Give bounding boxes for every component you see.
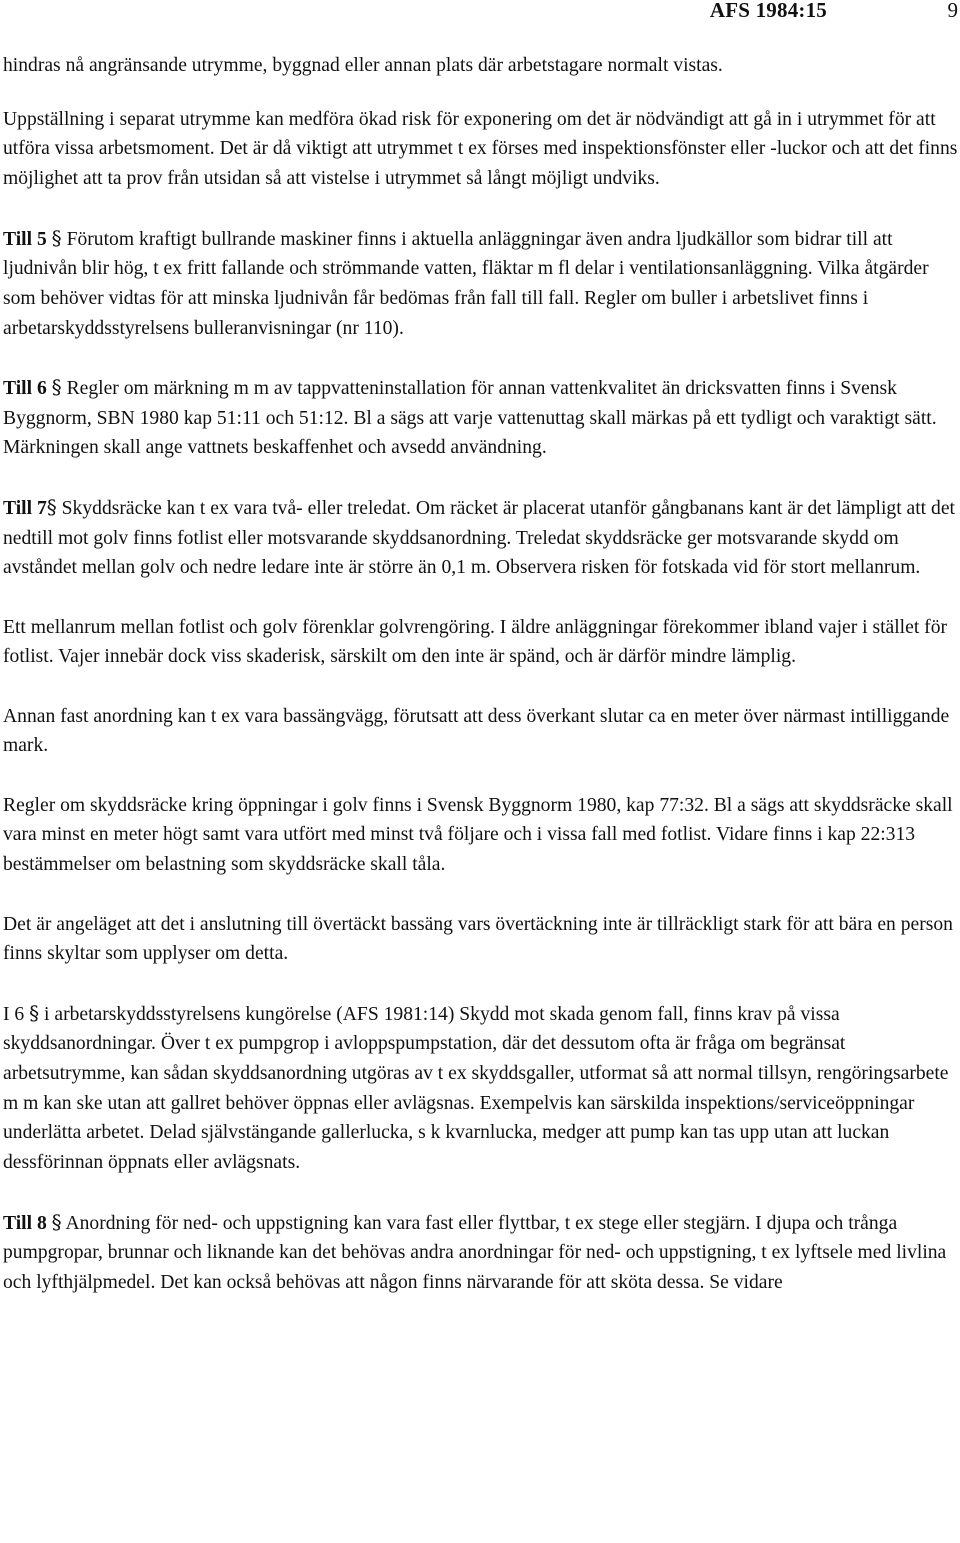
paragraph-text: Förutom kraftigt bullrande maskiner finns i aktuella anläggningar även andra ljudkällor som bidrar till att ljudnivån blir hög, t ex fritt fallande och strömmande vatten, fläktar m fl delar i ventilationsanläggning. Vilka åtgärder som behöver vidtas för att minska ljudnivån får bedömas från fall till fall. Regler om buller i arbetslivet finns i arbetarskyddsstyrelsens bulleranvisningar (nr 110). — [3, 228, 929, 339]
paragraph-text: Regler om skyddsräcke kring öppningar i golv finns i Svensk Byggnorm 1980, kap 77:32. Bl a sägs att skyddsräcke skall vara minst en meter högt samt vara utfört med minst två följare och i vissa fall med fotlist. Vidare finns i kap 22:313 bestämmelser om belastning som skyddsräcke skall tåla. — [3, 794, 953, 876]
section-reference: Till 5 — [3, 228, 47, 250]
section-sign: § — [51, 375, 62, 399]
page-header — [0, 0, 960, 24]
paragraph-text: hindras nå angränsande utrymme, byggnad eller annan plats där arbetstagare normalt vistas. — [3, 55, 723, 76]
paragraph-till-6 — [3, 373, 958, 463]
paragraph — [3, 702, 958, 761]
paragraph-text: i arbetarskyddsstyrelsens kungörelse (AFS 1981:14) Skydd mot skada genom fall, finns krav på vissa skyddsanordningar. Över t ex pumpgrop i avloppspumpstation, där det dessutom ofta är fråga om begränsat arbetsutrymme, kan sådan skyddsanordning utgöras av t ex skyddsgaller, utformat så att normal tillsyn, rengöringsarbete m m kan ske utan att gallret behöver öppnas eller avlägsnas. Exempelvis kan särskilda inspektions/serviceöppningar underlätta arbetet. Delad självstängande gallerlucka, s k kvarnlucka, medger att pump kan tas upp utan att luckan dessförinnan öppnats eller avlägsnats. — [3, 1003, 949, 1174]
paragraph-till-8 — [3, 1208, 958, 1298]
paragraph-till-7 — [3, 493, 958, 583]
paragraph-text: Det är angeläget att det i anslutning till övertäckt bassäng vars övertäckning inte är tillräckligt stark för att bära en person finns skyltar som upplyser om detta. — [3, 913, 953, 965]
paragraph — [3, 613, 958, 672]
paragraph — [3, 910, 958, 969]
section-sign: § — [46, 494, 57, 519]
paragraph-text: Annan fast anordning kan t ex vara bassängvägg, förutsatt att dess överkant slutar ca en meter över närmast intilliggande mark. — [3, 705, 950, 757]
paragraph-till-5 — [3, 224, 958, 344]
section-sign: § — [51, 225, 62, 250]
section-reference: I 6 — [3, 1003, 25, 1025]
paragraph — [3, 791, 958, 880]
section-sign: § — [51, 1209, 62, 1234]
section-reference: Till 8 — [3, 1212, 47, 1234]
paragraph-text: Skyddsräcke kan t ex vara två- eller treledat. Om räcket är placerat utanför gångbanans kant är det lämpligt att det nedtill mot golv finns fotlist eller motsvarande skyddsanordning. Treledat skyddsräcke ger motsvarande skydd om avståndet mellan golv och nedre ledare inte är större än 0,1 m. Observera risken för fotskada vid för stort mellanrum. — [3, 497, 955, 579]
paragraph — [3, 51, 958, 81]
section-reference: Till 6 — [3, 378, 47, 399]
page-number: 9 — [947, 0, 958, 22]
paragraph-text: Uppställning i separat utrymme kan medföra ökad risk för exponering om det är nödvändigt att gå in i utrymmet för att utföra vissa arbetsmoment. Det är då viktigt att utrymmet t ex förses med inspektionsfönster eller -luckor och att det finns möjlighet att ta prov från utsidan så att vistelse i utrymmet så långt möjligt undviks. — [3, 108, 958, 190]
section-sign: § — [29, 1000, 40, 1025]
paragraph-i-6 — [3, 999, 958, 1178]
paragraph-text: Ett mellanrum mellan fotlist och golv förenklar golvrengöring. I äldre anläggningar förekommer ibland vajer i stället för fotlist. Vajer innebär dock viss skaderisk, särskilt om den inte är spänd, och är därför mindre lämplig. — [3, 616, 948, 668]
paragraph-text: Regler om märkning m m av tappvatteninstallation för annan vattenkvalitet än dricksvatten finns i Svensk Byggnorm, SBN 1980 kap 51:11 och 51:12. Bl a sägs att varje vattenuttag skall märkas på ett tydligt och varaktigt sätt. Märkningen skall ange vattnets beskaffenhet och avsedd användning. — [3, 378, 937, 459]
document-id: AFS 1984:15 — [709, 0, 827, 22]
paragraph-text: Anordning för ned- och uppstigning kan vara fast eller flyttbar, t ex stege eller stegjärn. I djupa och trånga pumpgropar, brunnar och liknande kan det behövas andra anordningar för ned- och uppstigning, t ex lyftsele med livlina och lyfthjälpmedel. Det kan också behövas att någon finns närvarande för att sköta dessa. Se vidare — [3, 1212, 947, 1293]
document-body — [3, 51, 958, 1327]
paragraph — [3, 105, 958, 194]
section-reference: Till 7 — [3, 497, 47, 519]
